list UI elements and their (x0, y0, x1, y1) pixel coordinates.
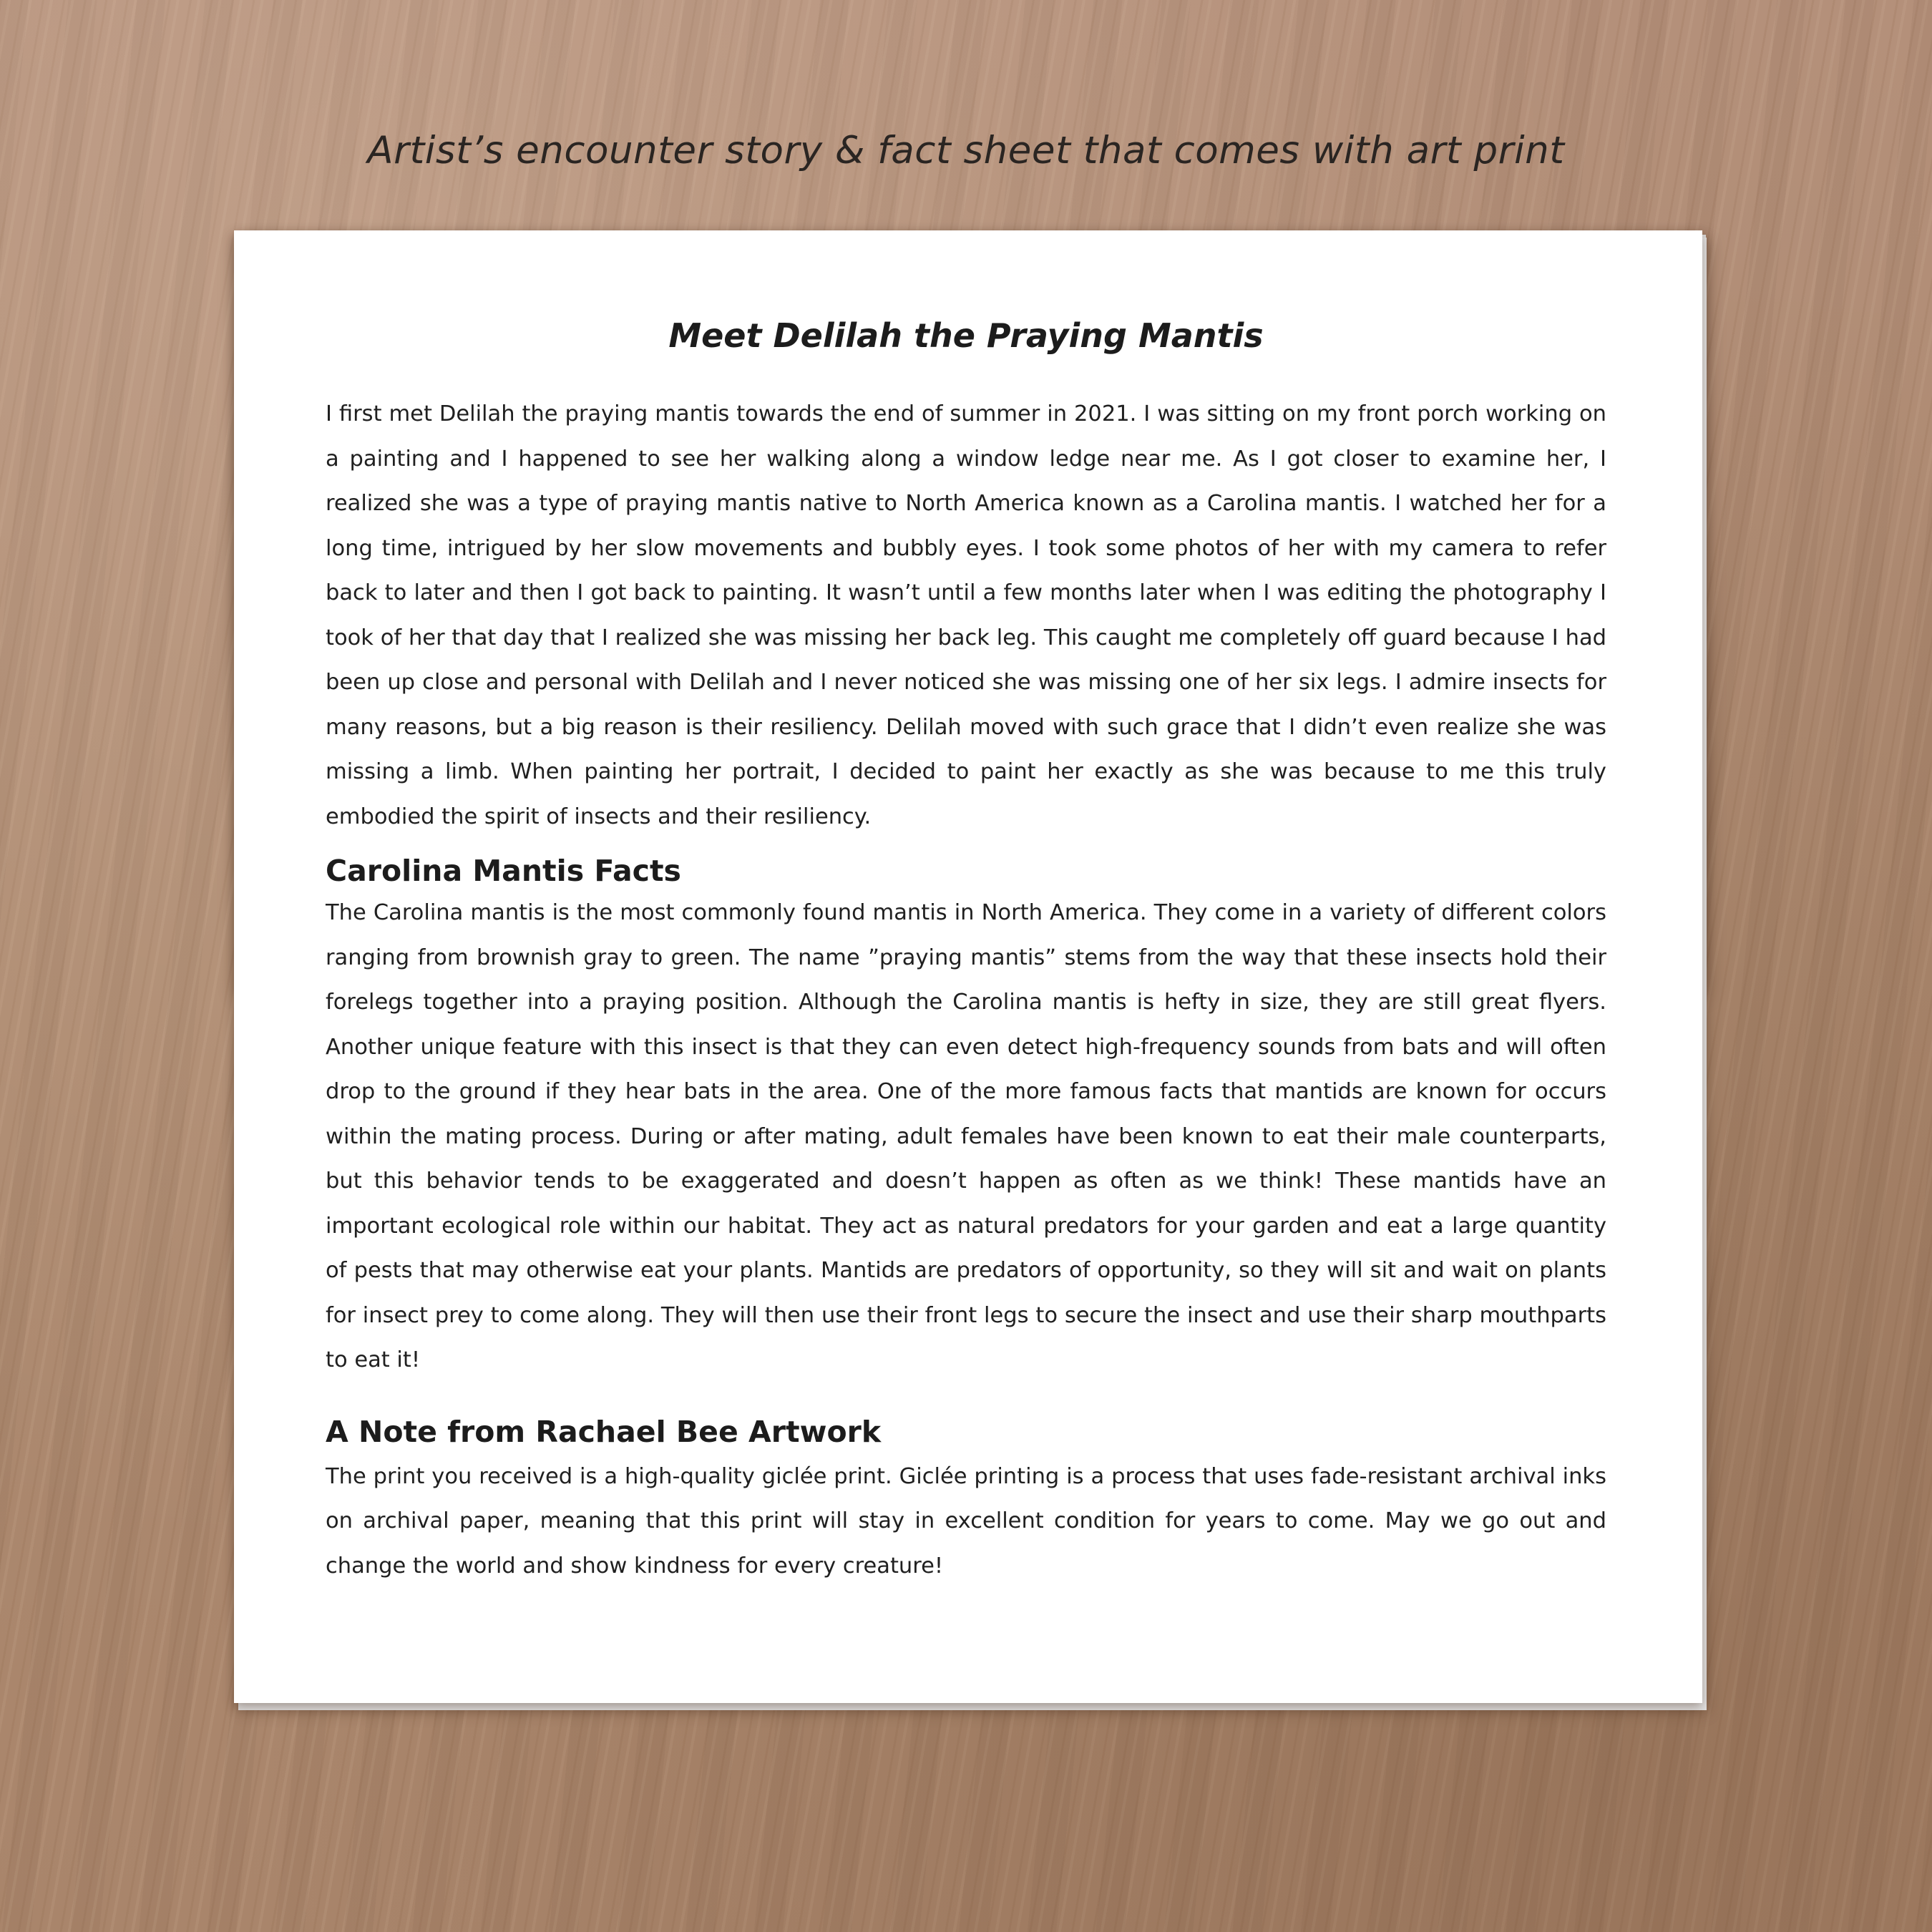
note-paragraph: The print you received is a high-quality giclée print. Giclée printing is a process that uses fade-resistant archival inks on archival paper, meaning that this print will stay in excellent condition for years to come. May we go out and change the world and show kindness for every creature! (326, 1463, 1606, 1579)
facts-paragraph: The Carolina mantis is the most commonly found mantis in North America. They come in a variety of different colors ranging from brownish gray to green. The name ”praying mantis” stems from the way that these insects hold their forelegs together into a praying position. Although the Carolina mantis is hefty in size, they are still great flyers. Another unique feature with this insect is that they can even detect high-frequency sounds from bats and will often drop to the ground if they hear bats in the area. One of the more famous facts that mantids are known for occurs within the mating process. During or after mating, adult females have been known to eat their male counterparts, but this behavior tends to be exaggerated and doesn’t happen as often as we think! These mantids have an important ecological role within our habitat. They act as natural predators for your garden and eat a large quantity of pests that may otherwise eat your plants. Mantids are predators of opportunity, so they will sit and wait on plants for insect prey to come along. They will then use their front legs to secure the insect and use their sharp mouthparts to eat it! (326, 900, 1606, 1372)
document-title: Meet Delilah the Praying Mantis (668, 316, 1264, 355)
note-heading: A Note from Rachael Bee Artwork (326, 1414, 882, 1449)
encounter-story-paragraph: I first met Delilah the praying mantis towards the end of summer in 2021. I was sitting on my front porch working on a painting and I happened to see her walking along a window ledge near me. As I got closer to examine her, I realized she was a type of praying mantis native to North America known as a Carolina mantis. I watched her for a long time, intrigued by her slow movements and bubbly eyes. I took some photos of her with my camera to refer back to later and then I got back to painting. It wasn’t until a few months later when I was editing the photography I took of her that day that I realized she was missing her back leg. This caught me completely off guard because I had been up close and personal with Delilah and I never noticed she was missing one of her six legs. I admire insects for many reasons, but a big reason is their resiliency. Delilah moved with such grace that I didn’t even realize she was missing a limb. When painting her portrait, I decided to paint her exactly as she was because to me this truly embodied the spirit of insects and their resiliency. (326, 401, 1606, 829)
facts-heading: Carolina Mantis Facts (326, 854, 681, 888)
fact-sheet-paper (234, 230, 1702, 1703)
photo-caption: Artist’s encounter story & fact sheet that comes with art print (367, 129, 1565, 172)
fact-sheet-content (326, 302, 1606, 1589)
